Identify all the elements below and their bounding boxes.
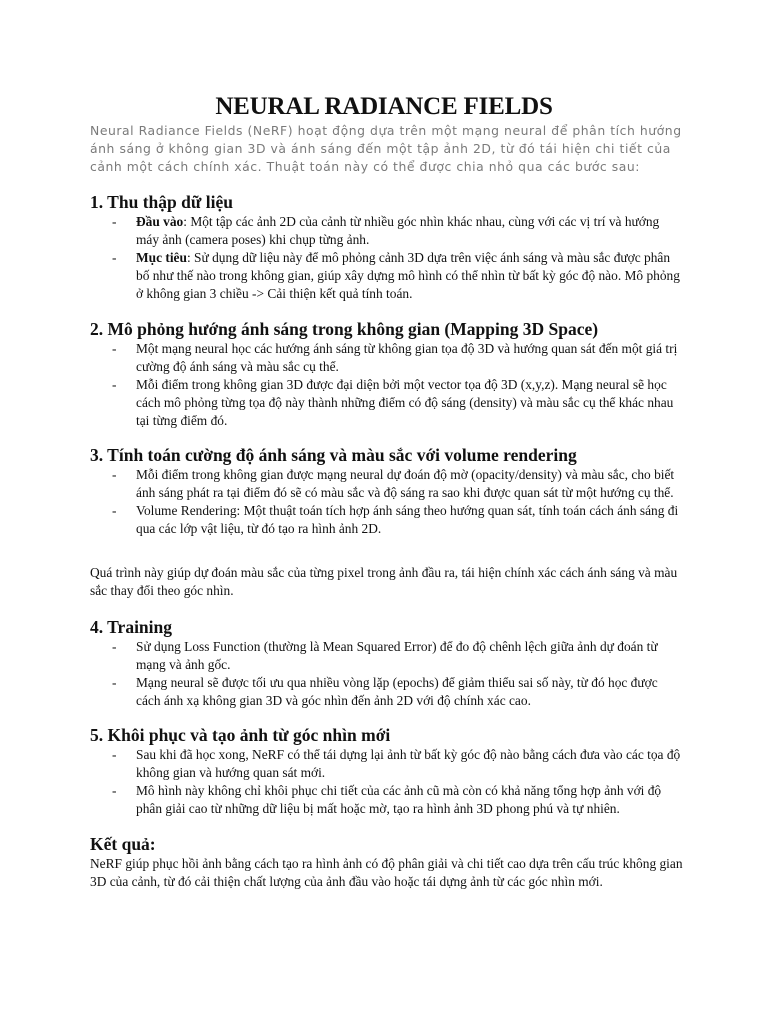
list-item xyxy=(90,249,685,303)
document-title: NEURAL RADIANCE FIELDS xyxy=(215,93,553,120)
item-bold-label: Đầu vào xyxy=(136,214,184,229)
list-item xyxy=(90,782,685,818)
section-3-note: Quá trình này giúp dự đoán màu sắc của từng pixel trong ảnh đầu ra, tái hiện chính xác cách ánh sáng và màu sắc thay đổi theo góc nhìn. xyxy=(90,565,678,598)
bullet-dash: - xyxy=(112,341,117,356)
section-heading: 5. Khôi phục và tạo ảnh từ góc nhìn mới xyxy=(90,725,391,745)
item-text: Một mạng neural học các hướng ánh sáng từ không gian tọa độ 3D và hướng quan sát đến một giá trị cường độ ánh sáng và màu sắc cụ thể. xyxy=(136,341,678,374)
list-item xyxy=(90,746,685,782)
result-text: NeRF giúp phục hồi ảnh bằng cách tạo ra hình ảnh có độ phân giải và chi tiết cao dựa trên cấu trúc không gian 3D của cảnh, từ đó cải thiện chất lượng của ảnh đầu vào hoặc tái dựng ảnh từ các góc nhìn mới. xyxy=(90,856,683,889)
item-text: Mỗi điểm trong không gian 3D được đại diện bởi một vector tọa độ 3D (x,y,z). Mạng neural sẽ học cách mô phỏng từng tọa độ này thành những điểm có độ sáng (density) và màu sắc cụ thể khác nhau tại từng điểm đó. xyxy=(136,377,674,428)
bullet-dash: - xyxy=(112,783,117,798)
section-4 xyxy=(90,616,685,710)
bullet-dash: - xyxy=(112,377,117,392)
bullet-list xyxy=(90,746,685,818)
bullet-list xyxy=(90,638,685,710)
item-text: Sau khi đã học xong, NeRF có thể tái dựng lại ảnh từ bất kỳ góc độ nào bằng cách đưa vào các tọa độ không gian và hướng quan sát mới. xyxy=(136,747,681,780)
item-text: : Một tập các ảnh 2D của cảnh từ nhiều góc nhìn khác nhau, cùng với các vị trí và hướng máy ảnh (camera poses) khi chụp từng ảnh. xyxy=(136,214,660,247)
result-heading: Kết quả: xyxy=(90,834,156,854)
item-text: Mô hình này không chỉ khôi phục chi tiết của các ảnh cũ mà còn có khả năng tổng hợp ảnh với độ phân giải cao từ những dữ liệu bị mất hoặc mờ, tạo ra hình ảnh 3D phong phú và tự nhiên. xyxy=(136,783,662,816)
section-5 xyxy=(90,724,685,818)
bullet-dash: - xyxy=(112,214,117,229)
section-heading: 2. Mô phỏng hướng ánh sáng trong không gian (Mapping 3D Space) xyxy=(90,319,599,339)
list-item xyxy=(90,466,685,502)
list-item xyxy=(90,376,685,430)
list-item xyxy=(90,340,685,376)
section-2 xyxy=(90,318,685,430)
list-item xyxy=(90,638,685,674)
section-1 xyxy=(90,191,685,303)
list-item xyxy=(90,674,685,710)
section-heading: 4. Training xyxy=(90,617,173,637)
bullet-dash: - xyxy=(112,467,117,482)
section-3 xyxy=(90,444,685,538)
intro-paragraph: Neural Radiance Fields (NeRF) hoạt động dựa trên một mạng neural để phân tích hướng ánh sáng ở không gian 3D và ánh sáng đến một tập ảnh 2D, từ đó tái hiện chi tiết của cảnh một cách chính xác. Thuật toán này có thể được chia nhỏ qua các bước sau: xyxy=(90,123,682,174)
item-bold-label: Mục tiêu xyxy=(136,250,187,265)
list-item xyxy=(90,502,685,538)
bullet-dash: - xyxy=(112,747,117,762)
item-text: : Sử dụng dữ liệu này để mô phỏng cảnh 3D dựa trên việc ánh sáng và màu sắc được phân bố như thế nào trong không gian, giúp xây dựng mô hình có thể nhìn từ bất kỳ góc độ nào. Mô phỏng ở không gian 3 chiều -> Cải thiện kết quả tính toán. xyxy=(136,250,680,301)
section-heading: 3. Tính toán cường độ ánh sáng và màu sắc với volume rendering xyxy=(90,445,577,465)
item-text: Volume Rendering: Một thuật toán tích hợp ánh sáng theo hướng quan sát, tính toán cách ánh sáng đi qua các lớp vật liệu, từ đó tạo ra hình ảnh 2D. xyxy=(136,503,679,536)
bullet-list xyxy=(90,466,685,538)
list-item xyxy=(90,213,685,249)
item-text: Mạng neural sẽ được tối ưu qua nhiều vòng lặp (epochs) để giảm thiểu sai số này, từ đó học được cách ánh xạ không gian 3D và góc nhìn đến ảnh 2D với độ chính xác cao. xyxy=(136,675,658,708)
section-heading: 1. Thu thập dữ liệu xyxy=(90,192,233,212)
bullet-dash: - xyxy=(112,503,117,518)
bullet-dash: - xyxy=(112,639,117,654)
bullet-list xyxy=(90,213,685,303)
bullet-dash: - xyxy=(112,250,117,265)
result-section xyxy=(90,833,685,891)
item-text: Sử dụng Loss Function (thường là Mean Squared Error) để đo độ chênh lệch giữa ảnh dự đoán từ mạng và ảnh gốc. xyxy=(136,639,658,672)
bullet-list xyxy=(90,340,685,430)
bullet-dash: - xyxy=(112,675,117,690)
item-text: Mỗi điểm trong không gian được mạng neural dự đoán độ mờ (opacity/density) và màu sắc, cho biết ánh sáng phát ra tại điểm đó sẽ có màu sắc và độ sáng ra sao khi được quan sát từ một hướng cụ thể. xyxy=(136,467,675,500)
